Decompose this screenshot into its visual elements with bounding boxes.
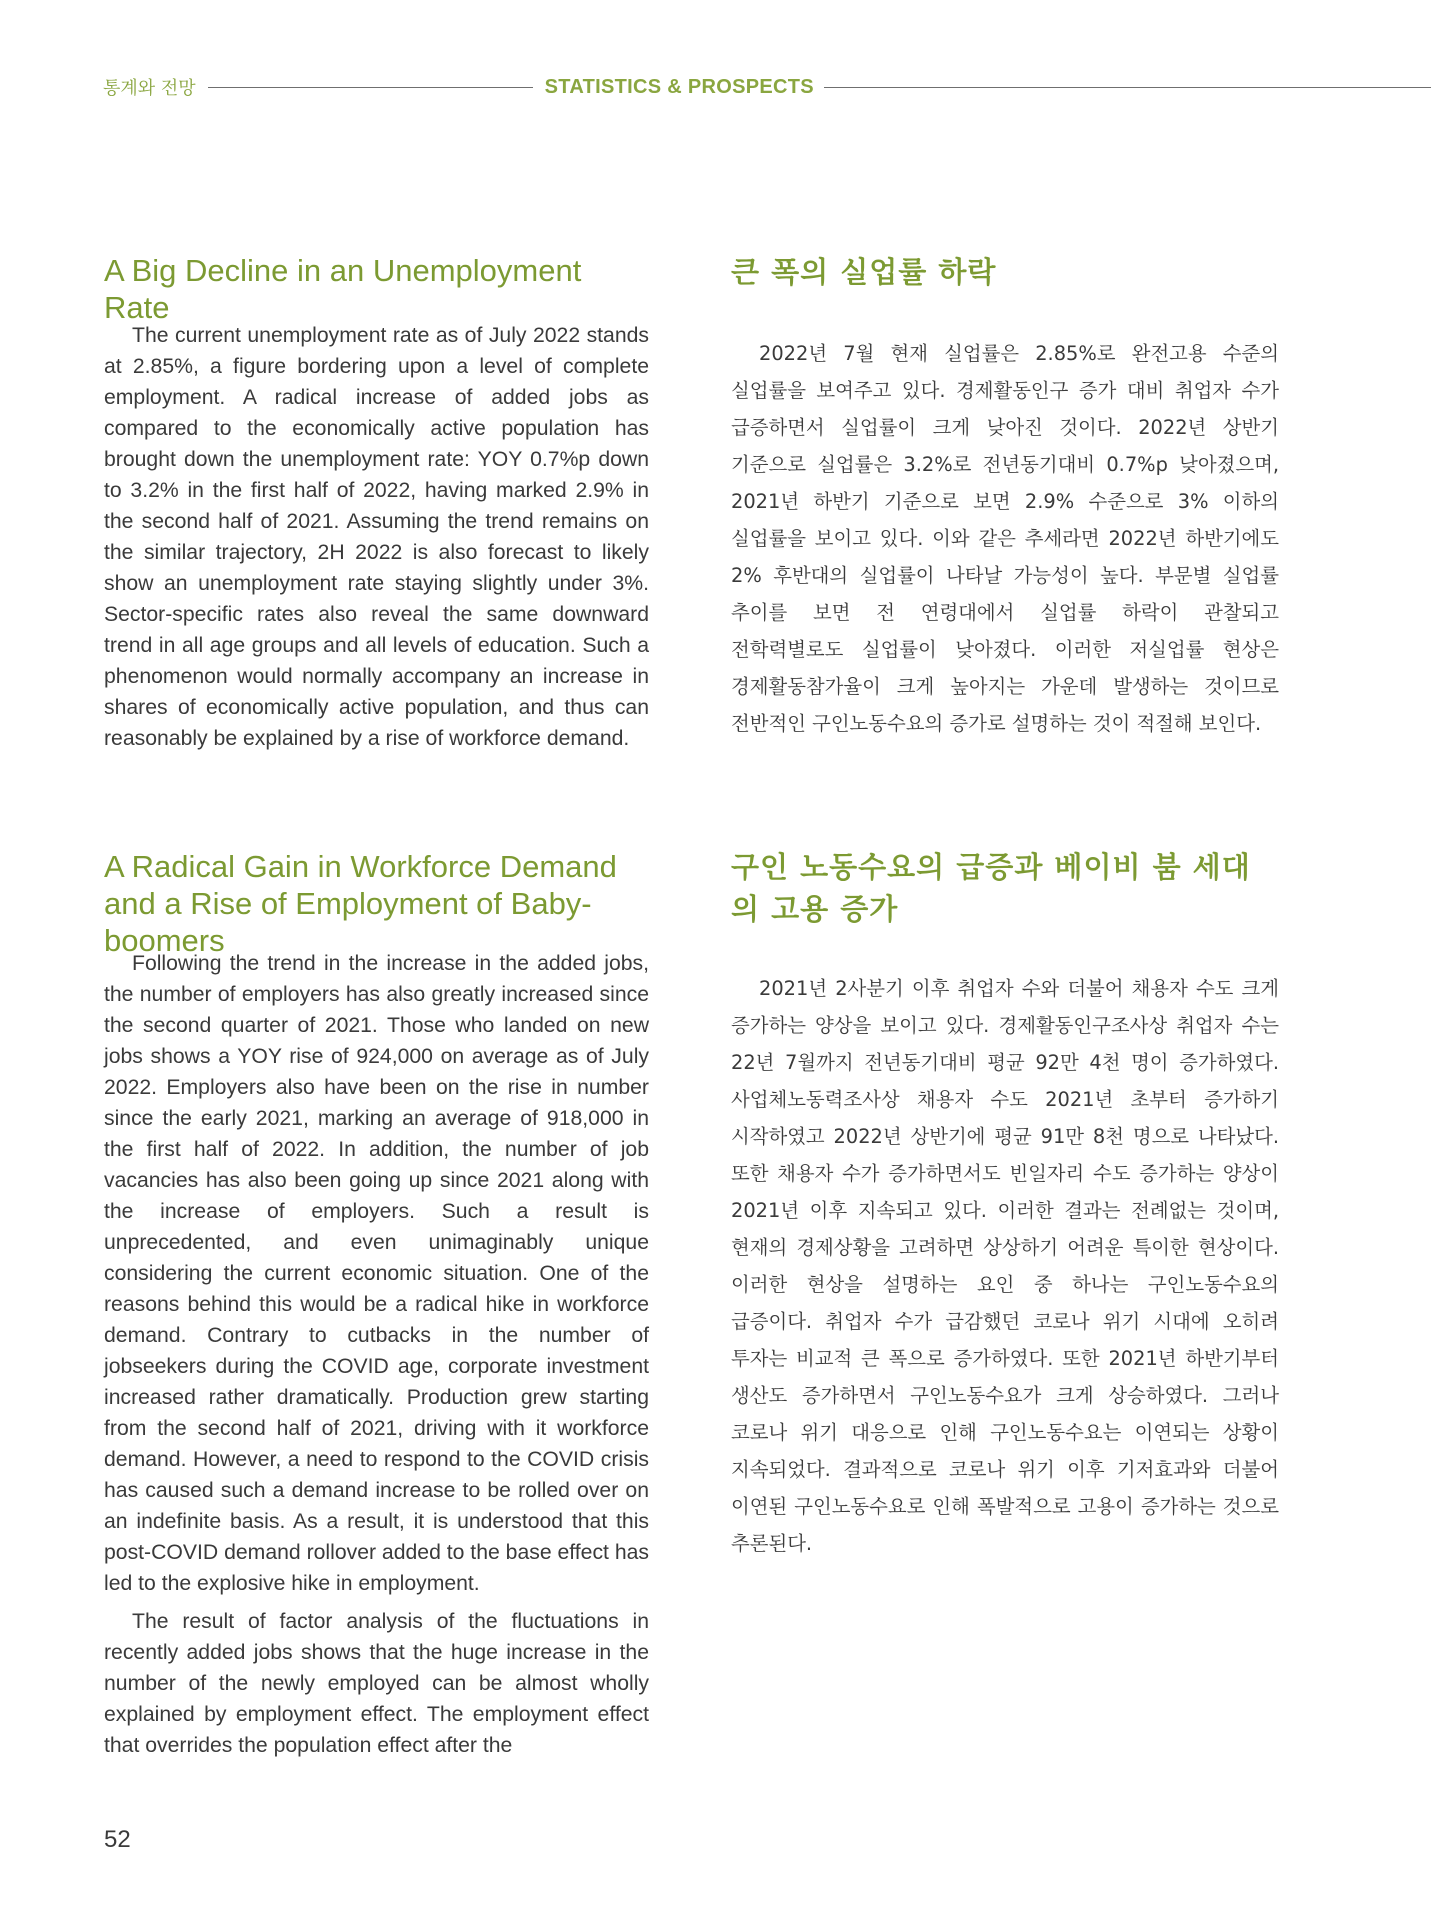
header-section-english: STATISTICS & PROSPECTS: [544, 75, 814, 98]
korean-heading-workforce: 구인 노동수요의 급증과 베이비 붐 세대의 고용 증가: [731, 850, 1251, 926]
korean-paragraph: 2022년 7월 현재 실업률은 2.85%로 완전고용 수준의 실업률을 보여주고 있다. 경제활동인구 증가 대비 취업자 수가 급증하면서 실업률이 크게 낮아진 것이다. 2022년 상반기 기준으로 실업률은 3.2%로 전년동기대비 0.7%p 낮아졌으며, 2021년 하반기 기준으로 보면 2.9% 수준으로 3% 이하의 실업률을 보이고 있다. 이와 같은 추세라면 2022년 하반기에도 2% 후반대의 실업률이 나타날 가능성이 높다. 부문별 실업률 추이를 보면 전 연령대에서 실업률 하락이 관찰되고 전학력별로도 실업률이 낮아졌다. 이러한 저실업률 현상은 경제활동참가율이 크게 높아지는 가운데 발생하는 것이므로 전반적인 구인노동수요의 증가로 설명하는 것이 적절해 보인다.: [731, 342, 1279, 735]
korean-body-unemployment: [731, 335, 1279, 742]
english-body-workforce: [104, 948, 649, 1761]
page-number: 52: [104, 1826, 131, 1853]
english-body-unemployment: [104, 320, 649, 754]
korean-paragraph: 2021년 2사분기 이후 취업자 수와 더불어 채용자 수도 크게 증가하는 양상을 보이고 있다. 경제활동인구조사상 취업자 수는 22년 7월까지 전년동기대비 평균 92만 4천 명이 증가하였다. 사업체노동력조사상 채용자 수도 2021년 초부터 증가하기 시작하였고 2022년 상반기에 평균 91만 8천 명으로 나타났다. 또한 채용자 수가 증가하면서도 빈일자리 수도 증가하는 양상이 2021년 이후 지속되고 있다. 이러한 결과는 전례없는 것이며, 현재의 경제상황을 고려하면 상상하기 어려운 특이한 현상이다. 이러한 현상을 설명하는 요인 중 하나는 구인노동수요의 급증이다. 취업자 수가 급감했던 코로나 위기 시대에 오히려 투자는 비교적 큰 폭으로 증가하였다. 또한 2021년 하반기부터 생산도 증가하면서 구인노동수요가 크게 상승하였다. 그러나 코로나 위기 대응으로 인해 구인노동수요는 이연되는 상황이 지속되었다. 결과적으로 코로나 위기 이후 기저효과와 더불어 이연된 구인노동수요로 인해 폭발적으로 고용이 증가하는 것으로 추론된다.: [731, 977, 1279, 1555]
english-paragraph: The current unemployment rate as of July 2022 stands at 2.85%, a figure bordering upon a level of complete employment. A radical increase of added jobs as compared to the economically active population has brought down the unemployment rate: YOY 0.7%p down to 3.2% in the first half of 2022, having marked 2.9% in the second half of 2021. Assuming the trend remains on the similar trajectory, 2H 2022 is also forecast to likely show an unemployment rate staying slightly under 3%. Sector-specific rates also reveal the same downward trend in all age groups and all levels of education. Such a phenomenon would normally accompany an increase in shares of economically active population, and thus can reasonably be explained by a rise of workforce demand.: [104, 324, 649, 750]
english-section-unemployment: [104, 252, 649, 326]
korean-section-unemployment: [731, 251, 1279, 293]
english-paragraph: Following the trend in the increase in the added jobs, the number of employers has also greatly increased since the second quarter of 2021. Those who landed on new jobs shows a YOY rise of 924,000 on average as of July 2022. Employers also have been on the rise in number since the early 2021, marking an average of 918,000 in the first half of 2022. In addition, the number of job vacancies has also been going up since 2021 along with the increase of employers. Such a result is unprecedented, and even unimaginably unique considering the current economic situation. One of the reasons behind this would be a radical hike in workforce demand. Contrary to cutbacks in the number of jobseekers during the COVID age, corporate investment increased rather dramatically. Production grew starting from the second half of 2021, driving with it workforce demand. However, a need to respond to the COVID crisis has caused such a demand increase to be rolled over on an indefinite basis. As a result, it is understood that this post-COVID demand rollover added to the base effect has led to the explosive hike in employment.: [104, 952, 649, 1595]
english-heading-unemployment: A Big Decline in an Unemployment Rate: [104, 253, 582, 325]
header-section-korean: 통계와 전망: [103, 78, 196, 99]
running-header: [103, 74, 1431, 100]
korean-section-workforce: [731, 846, 1279, 930]
english-paragraph: The result of factor analysis of the fluctuations in recently added jobs shows that the huge increase in the number of the newly employed can be almost wholly explained by employment effect. The employment effect that overrides the population effect after the: [104, 1610, 649, 1757]
english-section-workforce: [104, 848, 649, 959]
header-rule-left: [208, 87, 533, 88]
english-heading-workforce: A Radical Gain in Workforce Demand and a Rise of Employment of Baby-boomers: [104, 849, 617, 958]
korean-heading-unemployment: 큰 폭의 실업률 하락: [731, 255, 997, 289]
header-rule-right: [824, 87, 1431, 88]
korean-body-workforce: [731, 970, 1279, 1562]
